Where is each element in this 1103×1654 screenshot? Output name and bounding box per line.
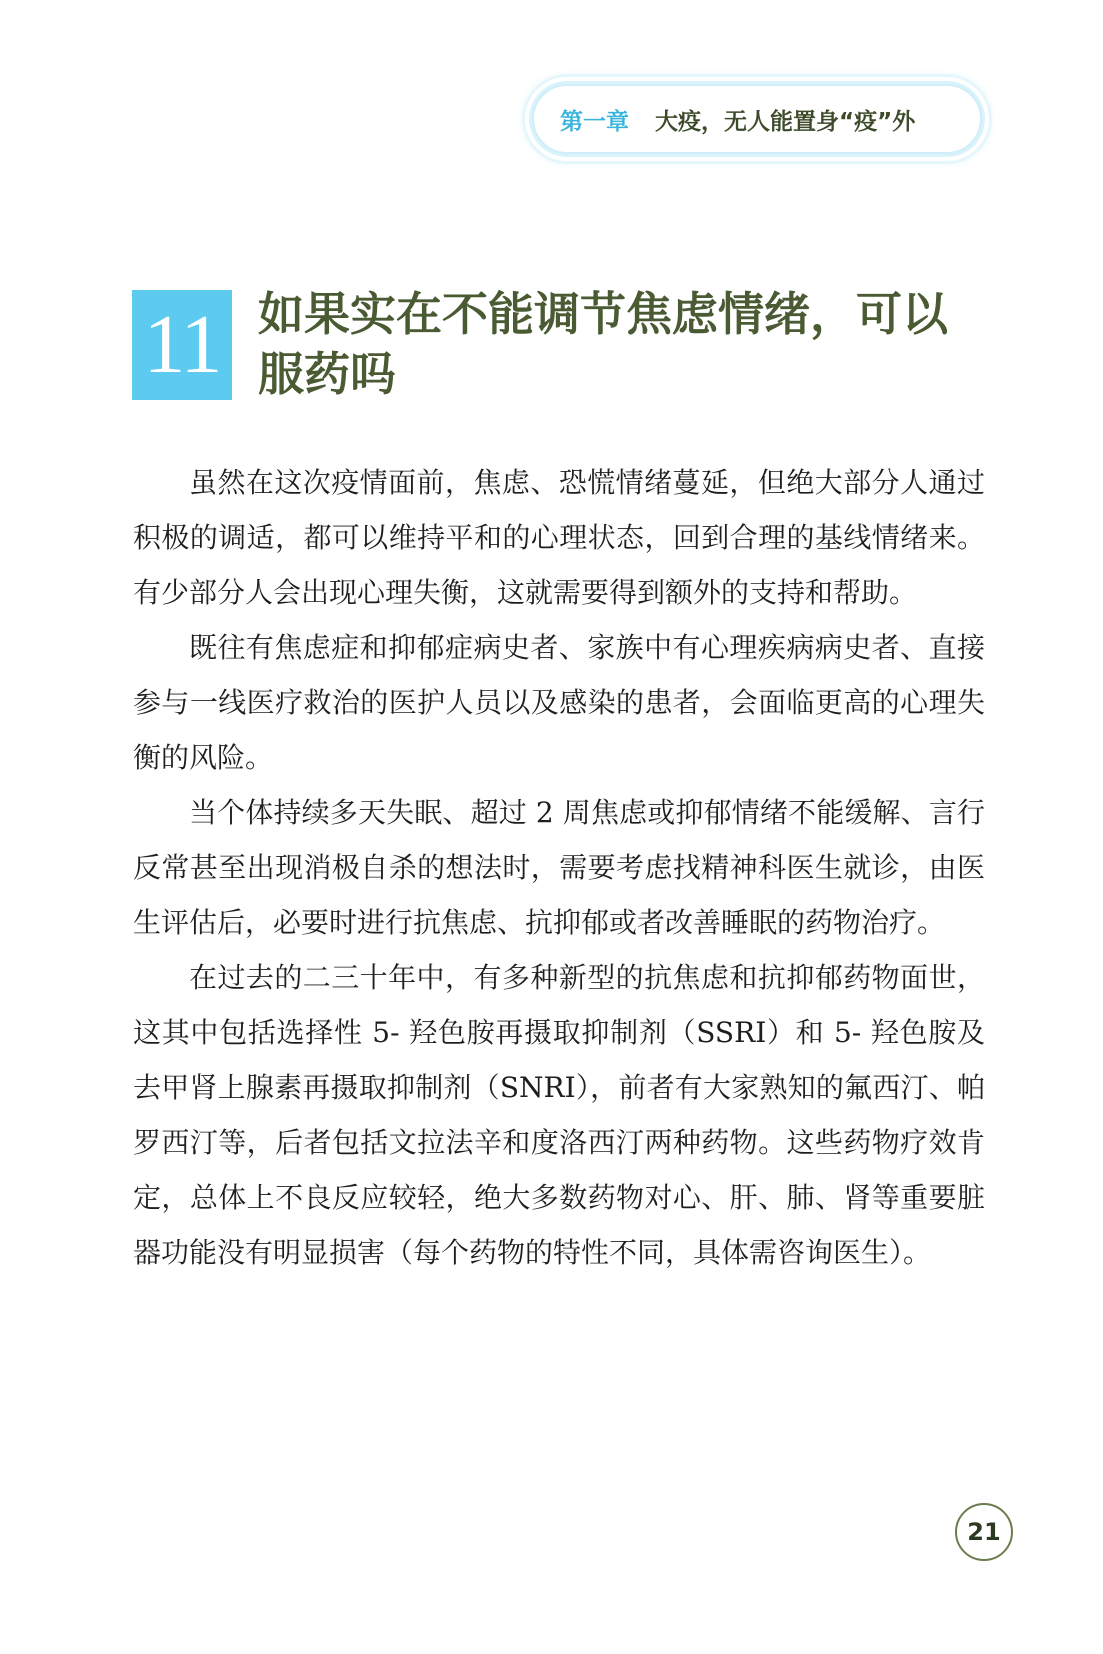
chapter-number: 第一章 xyxy=(560,108,629,135)
page-number: 21 xyxy=(955,1503,1013,1561)
chapter-header xyxy=(532,84,982,154)
section-title: 如果实在不能调节焦虑情绪，可以服药吗 xyxy=(258,287,948,401)
paragraph: 在过去的二三十年中，有多种新型的抗焦虑和抗抑郁药物面世，这其中包括选择性 5- 羟色胺再摄取抑制剂（SSRI）和 5- 羟色胺及去甲肾上腺素再摄取抑制剂（SNRI），前者有大家熟知的氟西汀、帕罗西汀等，后者包括文拉法辛和度洛西汀两种药物。这些药物疗效肯定，总体上不良反应较轻，绝大多数药物对心、肝、肺、肾等重要脏器功能没有明显损害（每个药物的特性不同，具体需咨询医生）。 xyxy=(133,961,985,1269)
section-number-badge: 11 xyxy=(132,290,232,400)
paragraph: 既往有焦虑症和抑郁症病史者、家族中有心理疾病病史者、直接参与一线医疗救治的医护人员以及感染的患者，会面临更高的心理失衡的风险。 xyxy=(133,631,985,774)
paragraph: 虽然在这次疫情面前，焦虑、恐慌情绪蔓延，但绝大部分人通过积极的调适，都可以维持平和的心理状态，回到合理的基线情绪来。有少部分人会出现心理失衡，这就需要得到额外的支持和帮助。 xyxy=(133,466,985,609)
body-text xyxy=(133,455,985,1280)
chapter-title: 大疫，无人能置身“疫”外 xyxy=(655,108,916,135)
paragraph: 当个体持续多天失眠、超过 2 周焦虑或抑郁情绪不能缓解、言行反常甚至出现消极自杀的想法时，需要考虑找精神科医生就诊，由医生评估后，必要时进行抗焦虑、抗抑郁或者改善睡眠的药物治疗。 xyxy=(133,796,985,939)
